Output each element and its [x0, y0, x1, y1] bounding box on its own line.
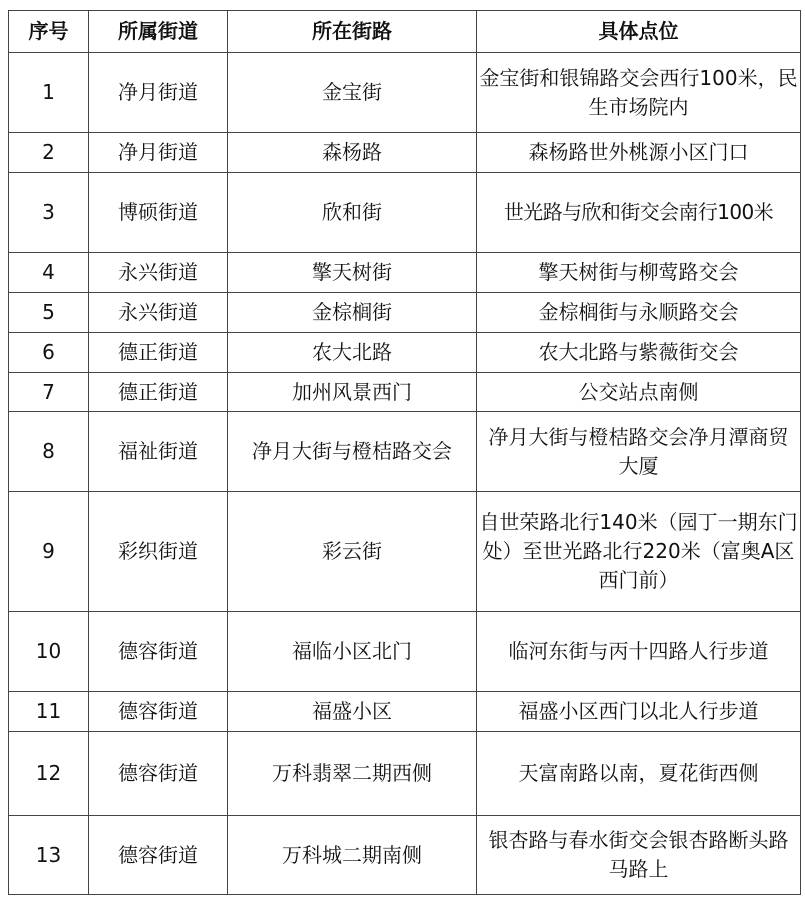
cell-road: 彩云街 [228, 492, 477, 612]
cell-street: 德容街道 [89, 732, 228, 816]
cell-location: 金棕榈街与永顺路交会 [477, 293, 801, 333]
cell-location: 擎天树街与柳莺路交会 [477, 253, 801, 293]
cell-street: 净月街道 [89, 53, 228, 133]
cell-no: 4 [9, 253, 89, 293]
cell-no: 6 [9, 333, 89, 373]
table-row [9, 133, 801, 173]
table-row [9, 732, 801, 816]
table-row [9, 612, 801, 692]
table-row [9, 412, 801, 492]
cell-location: 福盛小区西门以北人行步道 [477, 692, 801, 732]
cell-road: 加州风景西门 [228, 373, 477, 412]
location-table [8, 10, 801, 895]
cell-location: 金宝街和银锦路交会西行100米，民生市场院内 [477, 53, 801, 133]
cell-road: 福盛小区 [228, 692, 477, 732]
cell-road: 金棕榈街 [228, 293, 477, 333]
cell-street: 永兴街道 [89, 253, 228, 293]
table-row [9, 816, 801, 895]
cell-street: 博硕街道 [89, 173, 228, 253]
cell-road: 森杨路 [228, 133, 477, 173]
cell-no: 5 [9, 293, 89, 333]
table-row [9, 253, 801, 293]
cell-location: 银杏路与春水街交会银杏路断头路马路上 [477, 816, 801, 895]
cell-road: 擎天树街 [228, 253, 477, 293]
cell-road: 欣和街 [228, 173, 477, 253]
cell-no: 13 [9, 816, 89, 895]
cell-no: 10 [9, 612, 89, 692]
cell-no: 1 [9, 53, 89, 133]
cell-street: 永兴街道 [89, 293, 228, 333]
cell-road: 万科城二期南侧 [228, 816, 477, 895]
cell-street: 德容街道 [89, 816, 228, 895]
header-street: 所属街道 [89, 11, 228, 53]
cell-road: 金宝街 [228, 53, 477, 133]
cell-no: 7 [9, 373, 89, 412]
cell-no: 2 [9, 133, 89, 173]
cell-road: 福临小区北门 [228, 612, 477, 692]
header-location: 具体点位 [477, 11, 801, 53]
cell-no: 12 [9, 732, 89, 816]
table-row [9, 333, 801, 373]
cell-location: 森杨路世外桃源小区门口 [477, 133, 801, 173]
table-row [9, 173, 801, 253]
cell-street: 净月街道 [89, 133, 228, 173]
cell-location: 自世荣路北行140米（园丁一期东门处）至世光路北行220米（富奥A区西门前） [477, 492, 801, 612]
cell-location: 农大北路与紫薇街交会 [477, 333, 801, 373]
cell-road: 净月大街与橙桔路交会 [228, 412, 477, 492]
cell-street: 德容街道 [89, 612, 228, 692]
cell-location: 临河东街与丙十四路人行步道 [477, 612, 801, 692]
cell-no: 9 [9, 492, 89, 612]
cell-street: 德正街道 [89, 373, 228, 412]
cell-location: 世光路与欣和街交会南行100米 [477, 173, 801, 253]
cell-street: 德容街道 [89, 692, 228, 732]
cell-no: 11 [9, 692, 89, 732]
table-row [9, 692, 801, 732]
cell-road: 农大北路 [228, 333, 477, 373]
cell-street: 德正街道 [89, 333, 228, 373]
cell-road: 万科翡翠二期西侧 [228, 732, 477, 816]
table-row [9, 492, 801, 612]
table-row [9, 53, 801, 133]
cell-no: 3 [9, 173, 89, 253]
cell-location: 天富南路以南，夏花街西侧 [477, 732, 801, 816]
header-row [9, 11, 801, 53]
table-row [9, 373, 801, 412]
cell-location: 净月大街与橙桔路交会净月潭商贸大厦 [477, 412, 801, 492]
cell-street: 彩织街道 [89, 492, 228, 612]
cell-location: 公交站点南侧 [477, 373, 801, 412]
header-road: 所在街路 [228, 11, 477, 53]
table-row [9, 293, 801, 333]
cell-street: 福祉街道 [89, 412, 228, 492]
header-no: 序号 [9, 11, 89, 53]
cell-no: 8 [9, 412, 89, 492]
